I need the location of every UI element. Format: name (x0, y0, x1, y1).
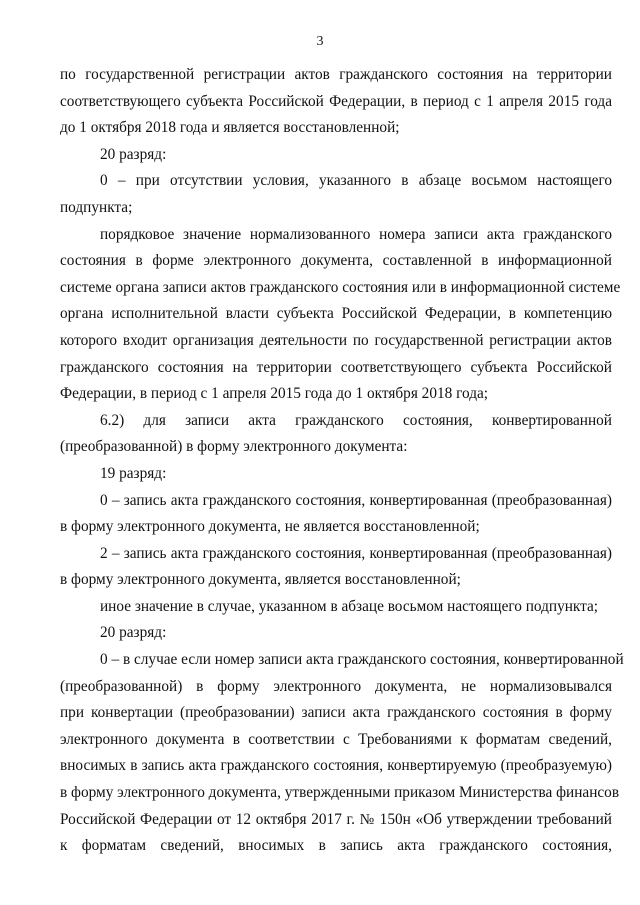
text-line: 19 разряд: (100, 464, 167, 482)
text-line: 20 разряд: (100, 145, 167, 163)
text-line: к форматам сведений, вносимых в запись акта гражданского состояния, (60, 837, 612, 855)
text-line: в форму электронного документа, не является восстановленной; (60, 518, 480, 536)
text-line: 20 разряд: (100, 624, 167, 642)
text-line: 6.2) для записи акта гражданского состояния, конвертированной (100, 411, 612, 429)
text-line: электронного документа в соответствии с Требованиями к форматам сведений, (60, 730, 612, 748)
text-line: которого входит организация деятельности по государственной регистрации актов (60, 331, 612, 349)
text-line: (преобразованной) в форму электронного документа, не нормализовывался (60, 677, 612, 695)
text-line: Федерации, в период с 1 апреля 2015 года до 1 октября 2018 года; (60, 385, 489, 403)
text-line: при конвертации (преобразовании) записи акта гражданского состояния в форму (60, 704, 612, 722)
text-line: 0 – запись акта гражданского состояния, конвертированная (преобразованная) (100, 491, 612, 509)
document-body (60, 62, 624, 860)
text-line: в форму электронного документа, является восстановленной; (60, 571, 461, 589)
text-line: 2 – запись акта гражданского состояния, конвертированная (преобразованная) (100, 544, 612, 562)
text-line: 0 – при отсутствии условия, указанного в абзаце восьмом настоящего (100, 172, 612, 190)
text-line: порядковое значение нормализованного номера записи акта гражданского (100, 225, 612, 243)
text-line: до 1 октября 2018 года и является восстановленной; (60, 119, 400, 137)
text-line: (преобразованной) в форму электронного документа: (60, 438, 408, 456)
page-number: 3 (316, 34, 324, 49)
text-line: иное значение в случае, указанном в абзаце восьмом настоящего подпункта; (100, 597, 599, 615)
text-line: системе органа записи актов гражданского состояния или в информационной системе (60, 278, 621, 296)
text-line: соответствующего субъекта Российской Федерации, в период с 1 апреля 2015 года (60, 92, 612, 110)
text-line: 0 – в случае если номер записи акта гражданского состояния, конвертированной (100, 651, 624, 669)
text-line: состояния в форме электронного документа, составленной в информационной (60, 252, 612, 270)
text-line: Российской Федерации от 12 октября 2017 г. № 150н «Об утверждении требований (60, 810, 612, 828)
text-line: вносимых в запись акта гражданского состояния, конвертируемую (преобразуемую) (60, 757, 612, 775)
text-line: подпункта; (60, 198, 133, 216)
text-line: гражданского состояния на территории соответствующего субъекта Российской (60, 358, 612, 376)
text-line: органа исполнительной власти субъекта Российской Федерации, в компетенцию (60, 305, 612, 323)
text-line: по государственной регистрации актов гражданского состояния на территории (60, 66, 612, 83)
text-line: в форму электронного документа, утвержденными приказом Министерства финансов (60, 784, 620, 802)
